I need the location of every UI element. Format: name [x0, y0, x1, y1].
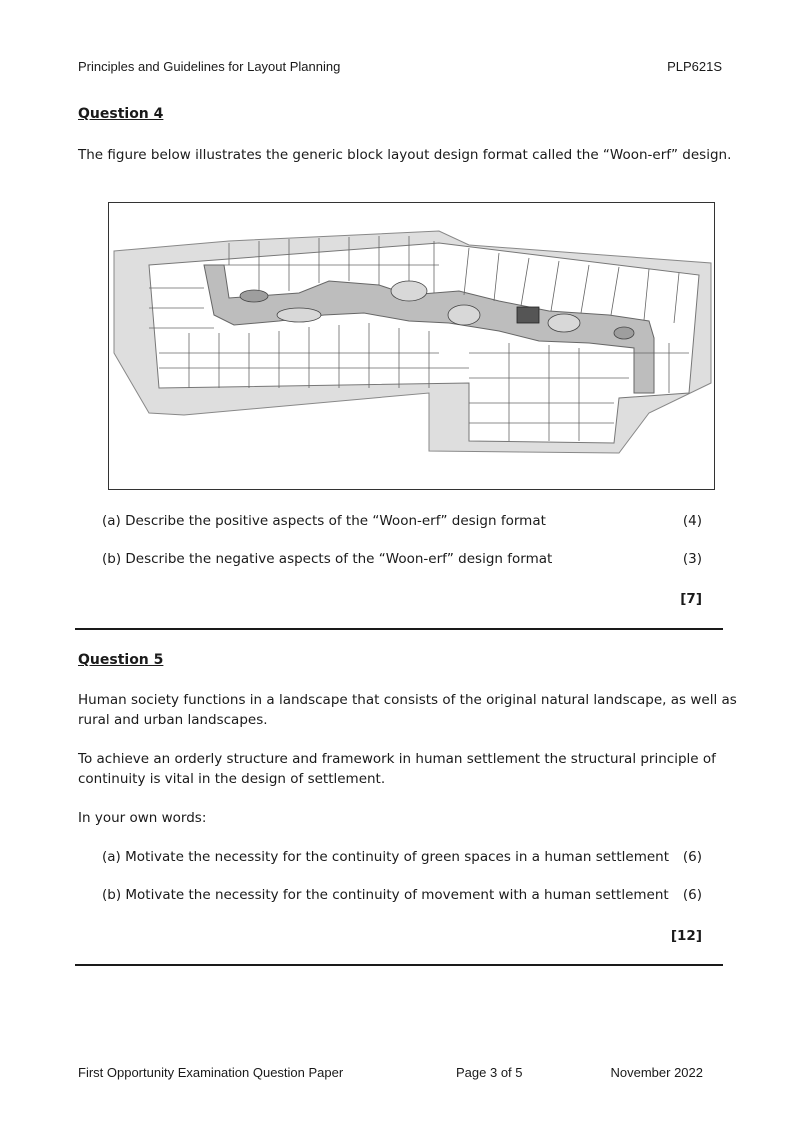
header-title: Principles and Guidelines for Layout Planning — [78, 59, 341, 74]
footer-date: November 2022 — [610, 1065, 703, 1080]
q5-item-a-marks: (6) — [682, 849, 702, 865]
woonerf-site-plan — [109, 203, 714, 489]
parking-area — [517, 307, 539, 323]
q4-item-b-marks: (3) — [682, 551, 702, 567]
question-5-heading: Question 5 — [78, 652, 164, 668]
q4-item-a-marks: (4) — [682, 513, 702, 529]
question-4-intro: The figure below illustrates the generic block layout design format called the “Woon-erf” design. — [78, 147, 732, 163]
q5-para2-line2: continuity is vital in the design of settlement. — [78, 771, 386, 787]
q4-item-a-text: (a) Describe the positive aspects of the “Woon-erf” design format — [102, 513, 546, 529]
header-course-code: PLP621S — [667, 59, 722, 74]
section-divider-2 — [75, 964, 723, 966]
question-4-heading: Question 4 — [78, 106, 164, 122]
q5-prompt: In your own words: — [78, 810, 207, 826]
q4-total-marks: [7] — [680, 591, 702, 607]
q5-item-b-marks: (6) — [682, 887, 702, 903]
q5-total-marks: [12] — [670, 928, 702, 944]
q5-para1-line2: rural and urban landscapes. — [78, 712, 268, 728]
q5-para1-line1: Human society functions in a landscape that consists of the original natural landscape, as well as — [78, 692, 737, 708]
q5-item-b-text: (b) Motivate the necessity for the continuity of movement with a human settlement — [102, 887, 669, 903]
footer-page-number: Page 3 of 5 — [456, 1065, 523, 1080]
woonerf-layout-figure — [108, 202, 715, 490]
q5-item-a-text: (a) Motivate the necessity for the continuity of green spaces in a human settlement — [102, 849, 669, 865]
q4-item-b-text: (b) Describe the negative aspects of the “Woon-erf” design format — [102, 551, 553, 567]
q5-para2-line1: To achieve an orderly structure and framework in human settlement the structural principle of — [78, 751, 716, 767]
footer-exam-title: First Opportunity Examination Question Paper — [78, 1065, 344, 1080]
section-divider — [75, 628, 723, 630]
